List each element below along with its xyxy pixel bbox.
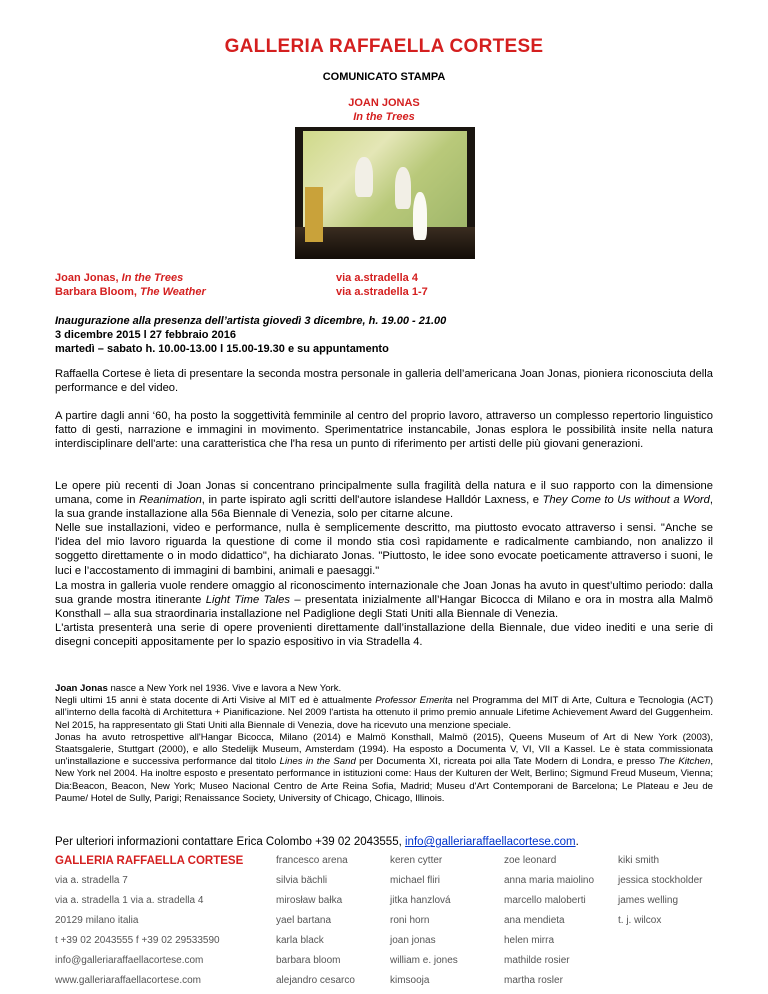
- artist-list-item: kimsooja: [390, 975, 430, 986]
- exhibition-photo: [295, 127, 475, 259]
- venue-item: via a.stradella 1-7: [336, 286, 428, 298]
- footer-phone: t +39 02 2043555 f +39 02 29533590: [55, 935, 220, 946]
- artist-list-item: kiki smith: [618, 855, 660, 866]
- chair: [305, 187, 323, 242]
- artist-list-item: anna maria maiolino: [504, 875, 595, 886]
- doc-type: COMUNICATO STAMPA: [322, 71, 446, 83]
- artist-bio: Joan Jonas nasce a New York nel 1936. Vive e lavora a New York. Negli ultimi 15 anni è stata docente di Arti Visive al MIT ed è attualmente Professor Emerita nel Programma del MIT di Arte, Cultura e Tecnologia (ACT) all’interno della facoltà di Architettura + Pianificazione. Nel 2009 l'artista ha ottenuto il primo premio annuale Lifetime Achievement Award del Guggenheim. Nel 2015, ha rappresentato gli Stati Uniti alla Biennale di Venezia, dove ha ricevuto una menzione speciale. Jonas ha avuto retrospettive all'Hangar Bicocca, Milano (2014) e Malmö Konsthall, Malmö (2015), Queens Museum of Art di New York (2003), Staatsgalerie, Stuttgart (2000), e allo Stedelijk Museum, Amsterdam (1994). Ha esposto a Documenta V, VI, VII a Kassel. Le è stata commissionata un'installazione e successiva performance dal titolo Lines in the Sand per Documenta XI, ricreata poi alla Tate Modern di Londra, e presso The Kitchen, New York nel 2004. Ha inoltre esposto e presentato performance in istituzioni come: Haus der Kulturen der Welt, Berlino; Sigmund Freud Museum, Vienna; Dia:Beacon, Beacon, New York; Museo Nacional Centro de Arte Reina Sofia, Madrid; Museu d'Art Contemporani de Barcelona; Le Plateau e Jeu de Paume/ Hotel de Sully, Parigi; Renaissance Society, University of Chicago, Chicago, Illinois.: [55, 683, 714, 804]
- footer-artists-col4: [618, 854, 702, 934]
- footer-email[interactable]: info@galleriaraffaellacortese.com: [55, 955, 204, 966]
- exhibition-item: Barbara Bloom, The Weather: [55, 286, 206, 298]
- artist-list-item: yael bartana: [276, 915, 332, 926]
- artist-list-item: martha rosler: [504, 975, 563, 986]
- hours-line: martedì – sabato h. 10.00-13.00 l 15.00-19.30 e su appuntamento: [55, 343, 389, 355]
- artist-list-item: ana mendieta: [504, 915, 565, 926]
- projection-screen: [303, 131, 467, 229]
- artist-list-item: joan jonas: [390, 935, 436, 946]
- performer: [413, 192, 427, 240]
- footer: [55, 854, 715, 986]
- artist-list-item: michael fliri: [390, 875, 441, 886]
- footer-city: 20129 milano italia: [55, 915, 139, 926]
- artist-list-item: helen mirra: [504, 935, 555, 946]
- artist-list-item: karla black: [276, 935, 324, 946]
- exhibition-item: Joan Jonas, In the Trees: [55, 272, 184, 284]
- artist-list-item: t. j. wilcox: [618, 915, 662, 926]
- footer-address: via a. stradella 7: [55, 875, 128, 886]
- paragraph-exhibition: La mostra in galleria vuole rendere omaggio al riconoscimento internazionale che Joan Jonas ha avuto in quest’ultimo periodo: dalla sua grande mostra itinerante Light Time Tales – presentata inizialmente all’Hangar Bicocca di Milano e ora in mostra alla Malmö Konsthall – alla sua straordinaria installazione nel Padiglione degli Stati Uniti alla Biennale di Venezia. L'artista presenterà una serie di opere provenienti direttamente dall’installazione della Biennale, due video inediti e una serie di disegni concepiti appositamente per lo spazio espositivo in via Stradella 4.: [55, 580, 713, 649]
- paragraph-intro: Raffaella Cortese è lieta di presentare la seconda mostra personale in galleria dell’americana Joan Jonas, pioniera riconosciuta della performance e del video.: [55, 368, 713, 395]
- artist-list-item: silvia bächli: [276, 875, 328, 886]
- footer-artists-col3: [504, 854, 594, 994]
- venue-item: via a.stradella 4: [336, 272, 418, 284]
- footer-gallery-info: [55, 854, 243, 994]
- artist-list-item: alejandro cesarco: [276, 975, 355, 986]
- opening-line: Inaugurazione alla presenza dell’artista giovedì 3 dicembre, h. 19.00 - 21.00: [55, 315, 447, 327]
- artist-list-item: mathilde rosier: [504, 955, 570, 966]
- show-title: In the Trees: [353, 111, 415, 123]
- page-title: GALLERIA RAFFAELLA CORTESE: [224, 36, 544, 57]
- exhibition-list: [55, 271, 206, 299]
- artist-list-item: barbara bloom: [276, 955, 341, 966]
- paragraph-career: A partire dagli anni ‘60, ha posto la soggettività femminile al centro del proprio lavoro, attraverso un complesso repertorio linguistico fatto di gesti, narrazione e immagini in movimento. Sperimentatrice instancabile, Jonas esplora le possibilità insite nella natura interdisciplinare dell'arte: una caratteristica che l'ha resa un punto di riferimento per artisti delle più giovani generazioni.: [55, 410, 713, 451]
- projected-figure: [355, 157, 373, 197]
- artist-list-item: zoe leonard: [504, 855, 557, 866]
- artist-list-item: marcello maloberti: [504, 895, 586, 906]
- artist-list-item: mirosław bałka: [276, 895, 343, 906]
- footer-website[interactable]: www.galleriaraffaellacortese.com: [55, 975, 201, 986]
- footer-brand: GALLERIA RAFFAELLA CORTESE: [55, 855, 244, 867]
- footer-artists-col1: [276, 854, 355, 994]
- artist-list-item: william e. jones: [390, 955, 458, 966]
- artist-list-item: jessica stockholder: [618, 875, 703, 886]
- footer-artists-col2: [390, 854, 458, 994]
- artist-list-item: keren cytter: [390, 855, 443, 866]
- artist-list-item: francesco arena: [276, 855, 348, 866]
- artist-list-item: roni horn: [390, 915, 430, 926]
- email-link[interactable]: info@galleriaraffaellacortese.com: [405, 836, 576, 848]
- projected-figure: [395, 167, 411, 209]
- footer-address: via a. stradella 1 via a. stradella 4: [55, 895, 204, 906]
- paragraph-recent-works: Le opere più recenti di Joan Jonas si concentrano principalmente sulla fragilità della natura e il suo rapporto con la dimensione umana, come in Reanimation, in parte ispirato agli scritti dell'autore islandese Halldór Laxness, e They Come to Us without a Word, la sua grande installazione alla 56a Biennale di Venezia, solo per citarne alcune. Nelle sue installazioni, video e performance, nulla è semplicemente descritto, ma piuttosto evocato attraverso i sensi. "Anche se l'idea del mio lavoro riguarda la questione di come il mondo stia così rapidamente e radicalmente cambiando, non analizzo il soggetto direttamente o in modo didattico", ha dichiarato Jonas. "Piuttosto, le idee sono evocate poeticamente attraverso i suoni, le luci e l’accostamento di immagini di bambini, animali e paesaggi.": [55, 480, 713, 577]
- period-line: 3 dicembre 2015 l 27 febbraio 2016: [55, 329, 236, 341]
- artist-name: JOAN JONAS: [348, 97, 420, 109]
- contact-line: Per ulteriori informazioni contattare Erica Colombo +39 02 2043555, info@galleriaraffaellacortese.com.: [55, 836, 579, 848]
- dates-block: [55, 314, 446, 356]
- artist-list-item: jitka hanzlová: [390, 895, 451, 906]
- venue-list: [336, 271, 428, 299]
- artist-list-item: james welling: [618, 895, 679, 906]
